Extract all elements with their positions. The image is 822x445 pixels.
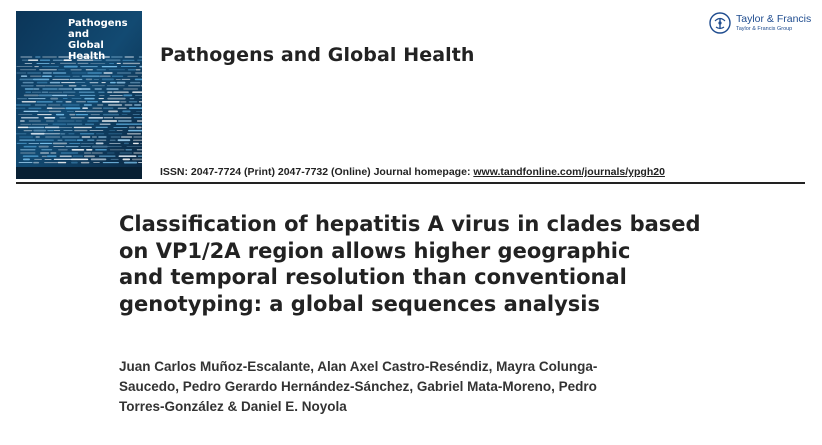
authors-line: Torres-González & Daniel E. Noyola: [119, 399, 347, 414]
header-divider: [16, 182, 805, 184]
taylor-francis-logo-icon: [709, 12, 731, 34]
title-line: on VP1/2A region allows higher geographic: [119, 238, 631, 263]
journal-cover-image: [16, 11, 142, 179]
journal-name: Pathogens and Global Health: [160, 44, 475, 66]
cover-title-line-1: Pathogens and: [68, 18, 128, 40]
cover-title-line-2: Global Health: [68, 40, 106, 62]
title-line: genotyping: a global sequences analysis: [119, 291, 600, 316]
authors-line: Saucedo, Pedro Gerardo Hernández-Sánchez, Gabriel Mata-Moreno, Pedro: [119, 379, 597, 394]
title-line: Classification of hepatitis A virus in clades based: [119, 212, 701, 236]
article-authors: [119, 357, 719, 417]
publisher-group: Taylor & Francis Group: [736, 26, 793, 32]
issn-text: ISSN: 2047-7724 (Print) 2047-7732 (Online) Journal homepage:: [160, 166, 474, 178]
title-line: and temporal resolution than conventional: [119, 265, 627, 289]
cover-journal-title: [68, 18, 138, 62]
article-title: [119, 211, 719, 317]
journal-homepage-link[interactable]: www.tandfonline.com/journals/ypgh20: [473, 166, 665, 178]
publisher-logo[interactable]: [709, 12, 812, 36]
authors-line: Juan Carlos Muñoz-Escalante, Alan Axel Castro-Reséndiz, Mayra Colunga-: [119, 359, 598, 374]
publisher-name: Taylor & Francis: [736, 13, 812, 25]
issn-line: [160, 166, 665, 178]
